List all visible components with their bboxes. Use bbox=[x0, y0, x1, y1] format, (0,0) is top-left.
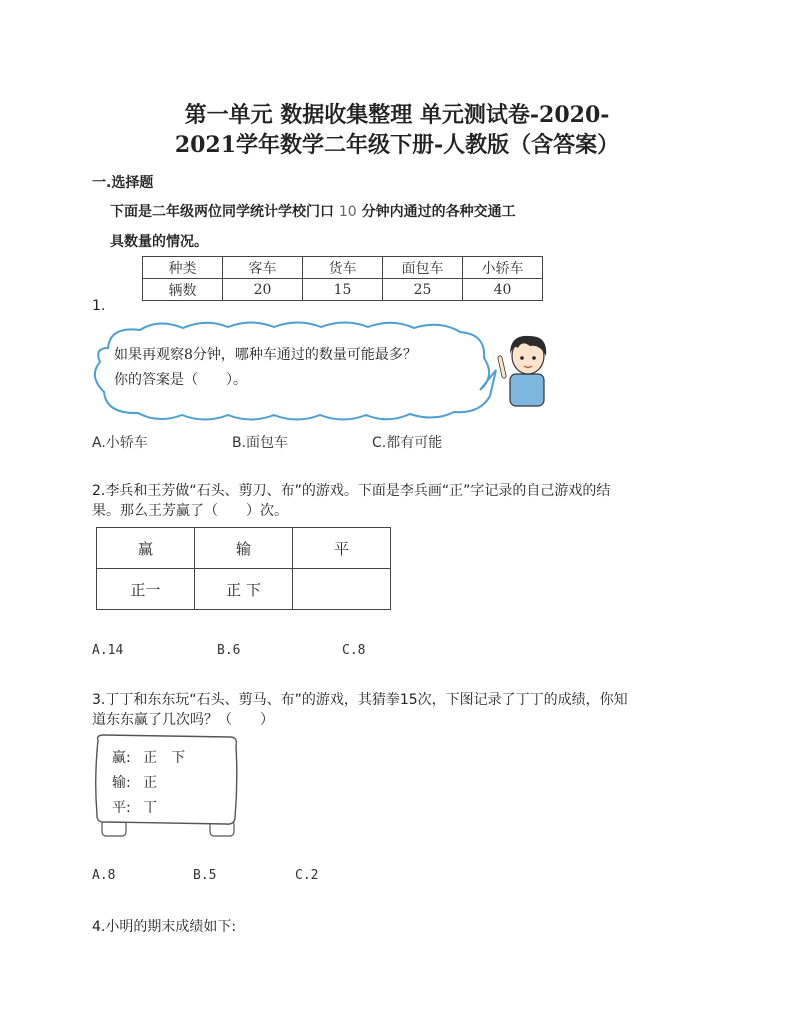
q1-text-number: 10 bbox=[338, 204, 357, 220]
record-row-lose bbox=[112, 772, 157, 792]
q2-option-b[interactable]: B.6 bbox=[217, 643, 241, 658]
record-mark-lose: 正 bbox=[143, 775, 158, 791]
table-cell: 正一 bbox=[97, 569, 195, 610]
table-cell: 货车 bbox=[303, 257, 383, 279]
table-cell: 种类 bbox=[143, 257, 223, 279]
q1-text-part-a: 下面是二年级两位同学统计学校门口 bbox=[110, 204, 334, 220]
page-title-line1: 第一单元 数据收集整理 单元测试卷-2020- bbox=[184, 102, 610, 128]
table-cell: 20 bbox=[223, 279, 303, 301]
record-label-draw: 平: bbox=[112, 800, 131, 816]
table-row bbox=[143, 257, 543, 279]
table-cell: 平 bbox=[293, 528, 391, 569]
table-cell: 输 bbox=[195, 528, 293, 569]
q2-text-line1: 2.李兵和王芳做“石头、剪刀、布”的游戏。下面是李兵画“正”字记录的自己游戏的结 bbox=[92, 483, 611, 499]
record-mark-draw: 丅 bbox=[143, 800, 158, 816]
q3-option-a[interactable]: A.8 bbox=[92, 868, 116, 883]
table-cell: 小轿车 bbox=[463, 257, 543, 279]
table-cell: 正 下 bbox=[195, 569, 293, 610]
table-row bbox=[97, 569, 391, 610]
q3-option-b[interactable]: B.5 bbox=[193, 868, 217, 883]
table-cell: 客车 bbox=[223, 257, 303, 279]
q3-text-line1: 3.丁丁和东东玩“石头、剪马、布”的游戏，其猜拳15次，下图记录了丁丁的成绩，你知 bbox=[92, 692, 628, 708]
table-cell: 25 bbox=[383, 279, 463, 301]
q3-option-c[interactable]: C.2 bbox=[295, 868, 319, 883]
record-label-lose: 输: bbox=[112, 775, 131, 791]
table-cell: 40 bbox=[463, 279, 543, 301]
page-title-line2: 2021学年数学二年级下册-人教版（含答案） bbox=[174, 132, 620, 158]
boy-illustration bbox=[496, 328, 556, 408]
record-label-win: 赢: bbox=[112, 750, 131, 766]
table-cell: 赢 bbox=[97, 528, 195, 569]
q2-tally-table bbox=[96, 527, 391, 610]
q1-number: 1. bbox=[92, 298, 106, 314]
q2-option-a[interactable]: A.14 bbox=[92, 643, 124, 658]
table-cell: 15 bbox=[303, 279, 383, 301]
section-heading: 一.选择题 bbox=[92, 175, 154, 191]
table-cell: 辆数 bbox=[143, 279, 223, 301]
q1-text-line2: 具数量的情况。 bbox=[110, 234, 208, 250]
table-row bbox=[97, 528, 391, 569]
record-mark-win: 正 下 bbox=[143, 750, 186, 766]
record-row-draw bbox=[112, 797, 157, 817]
table-cell: 面包车 bbox=[383, 257, 463, 279]
q3-text-line2: 道东东赢了几次吗？（ ） bbox=[92, 712, 274, 728]
bubble-text-line2: 你的答案是（ ）。 bbox=[114, 372, 247, 388]
q4-text-line1: 4.小明的期末成绩如下: bbox=[92, 919, 237, 935]
q1-option-c[interactable]: C.都有可能 bbox=[372, 435, 443, 451]
q1-option-b[interactable]: B.面包车 bbox=[232, 435, 289, 451]
table-row bbox=[143, 279, 543, 301]
q2-text-line2: 果。那么王芳赢了（ ）次。 bbox=[92, 503, 288, 519]
table-cell bbox=[293, 569, 391, 610]
q1-vehicle-table bbox=[142, 256, 543, 301]
q2-option-c[interactable]: C.8 bbox=[342, 643, 366, 658]
record-row-win bbox=[112, 747, 185, 767]
q1-text-line1 bbox=[110, 201, 516, 221]
q1-text-part-b: 分钟内通过的各种交通工 bbox=[361, 204, 516, 220]
q1-option-a[interactable]: A.小轿车 bbox=[92, 435, 148, 451]
bubble-text-line1: 如果再观察8分钟，哪种车通过的数量可能最多？ bbox=[114, 347, 417, 363]
